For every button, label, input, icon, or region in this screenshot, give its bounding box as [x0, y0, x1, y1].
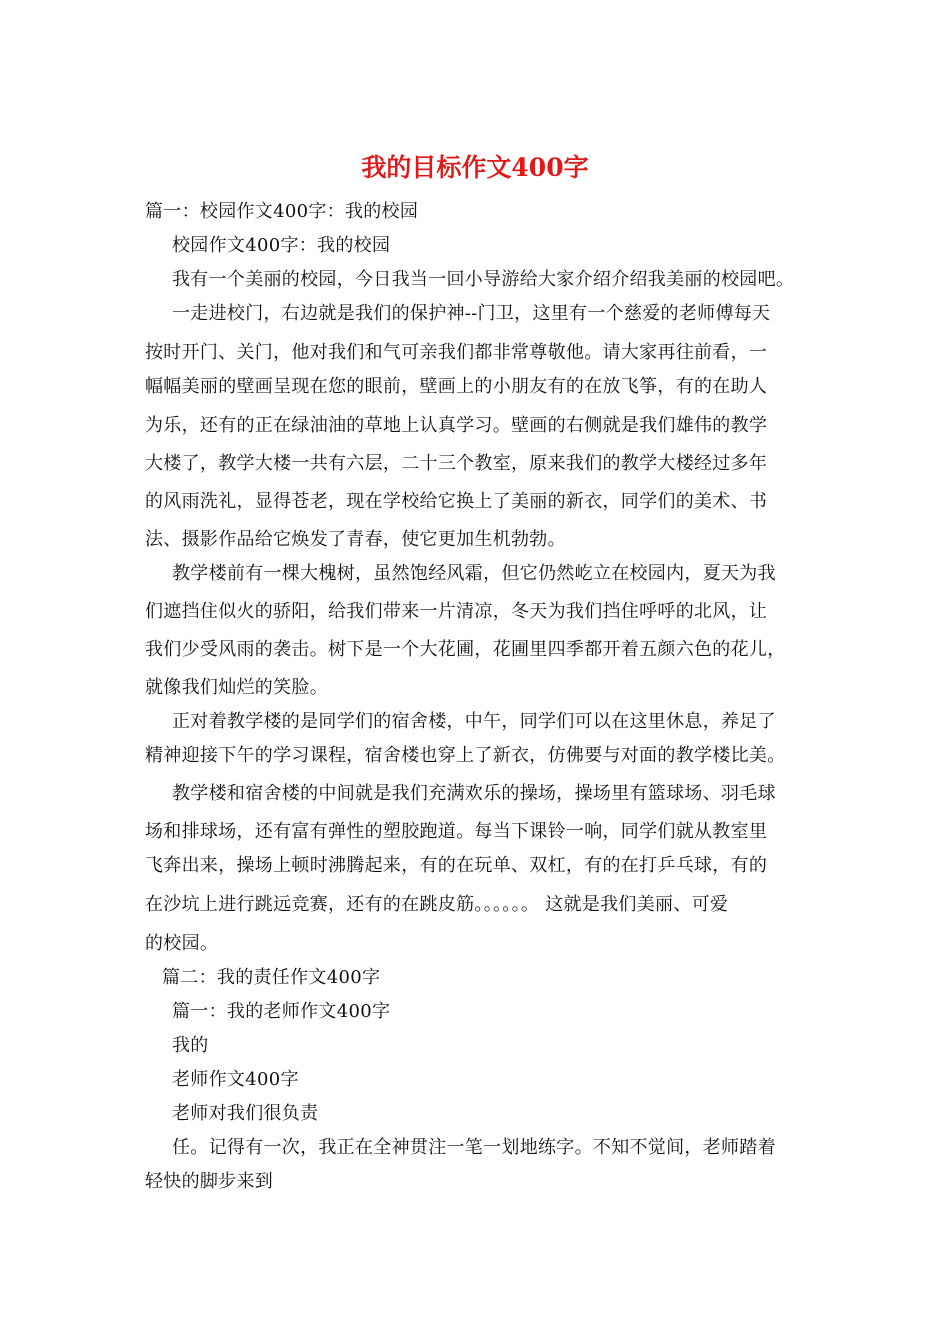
- paragraph-line: 轻快的脚步来到: [145, 1171, 274, 1192]
- paragraph-line: 为乐，还有的正在绿油油的草地上认真学习。壁画的右侧就是我们雄伟的教学: [145, 415, 768, 436]
- paragraph-line: 一走进校门，右边就是我们的保护神--门卫，这里有一个慈爱的老师傅每天: [172, 303, 771, 324]
- paragraph-line: 精神迎接下午的学习课程，宿舍楼也穿上了新衣，仿佛要与对面的教学楼比美。: [145, 745, 786, 766]
- paragraph-line: 幅幅美丽的壁画呈现在您的眼前，壁画上的小朋友有的在放飞筝，有的在助人: [145, 376, 768, 397]
- paragraph-line: 任。记得有一次，我正在全神贯注一笔一划地练字。不知不觉间，老师踏着: [172, 1137, 776, 1158]
- paragraph-line: 飞奔出来，操场上顿时沸腾起来，有的在玩单、双杠，有的在打乒乓球，有的: [145, 855, 768, 876]
- document-title: 我的目标作文400字: [361, 153, 589, 182]
- paragraph-line: 篇一：我的老师作文400字: [172, 1001, 391, 1022]
- paragraph-line: 老师作文400字: [172, 1069, 299, 1090]
- paragraph-line: 的校园。: [145, 933, 219, 954]
- paragraph-line: 法、摄影作品给它焕发了青春，使它更加生机勃勃。: [145, 529, 566, 550]
- paragraph-line: 按时开门、关门，他对我们和气可亲我们都非常尊敬他。请大家再往前看，一: [145, 342, 768, 363]
- paragraph-line: 正对着教学楼的是同学们的宿舍楼，中午，同学们可以在这里休息，养足了: [172, 711, 776, 732]
- paragraph-line: 在沙坑上进行跳远竞赛，还有的在跳皮筋。。。。。。 这就是我们美丽、可爱: [145, 894, 729, 915]
- paragraph-line: 我的: [172, 1035, 209, 1056]
- paragraph-line: 篇一：校园作文400字：我的校园: [145, 201, 419, 222]
- paragraph-line: 教学楼前有一棵大槐树，虽然饱经风霜，但它仍然屹立在校园内，夏天为我: [172, 563, 776, 584]
- paragraph-line: 篇二：我的责任作文400字: [162, 967, 381, 988]
- paragraph-line: 就像我们灿烂的笑脸。: [145, 677, 328, 698]
- paragraph-line: 的风雨洗礼，显得苍老，现在学校给它换上了美丽的新衣，同学们的美术、书: [145, 491, 768, 512]
- paragraph-line: 教学楼和宿舍楼的中间就是我们充满欢乐的操场，操场里有篮球场、羽毛球: [172, 783, 776, 804]
- paragraph-line: 我们少受风雨的袭击。树下是一个大花圃，花圃里四季都开着五颜六色的花儿，: [145, 639, 786, 660]
- paragraph-line: 大楼了，教学大楼一共有六层，二十三个教室，原来我们的教学大楼经过多年: [145, 453, 768, 474]
- paragraph-line: 老师对我们很负责: [172, 1103, 319, 1124]
- paragraph-line: 我有一个美丽的校园，今日我当一回小导游给大家介绍介绍我美丽的校园吧。: [172, 269, 795, 290]
- paragraph-line: 场和排球场，还有富有弹性的塑胶跑道。每当下课铃一响，同学们就从教室里: [145, 821, 768, 842]
- paragraph-line: 们遮挡住似火的骄阳，给我们带来一片清凉，冬天为我们挡住呼呼的北风，让: [145, 601, 768, 622]
- paragraph-line: 校园作文400字：我的校园: [172, 235, 391, 256]
